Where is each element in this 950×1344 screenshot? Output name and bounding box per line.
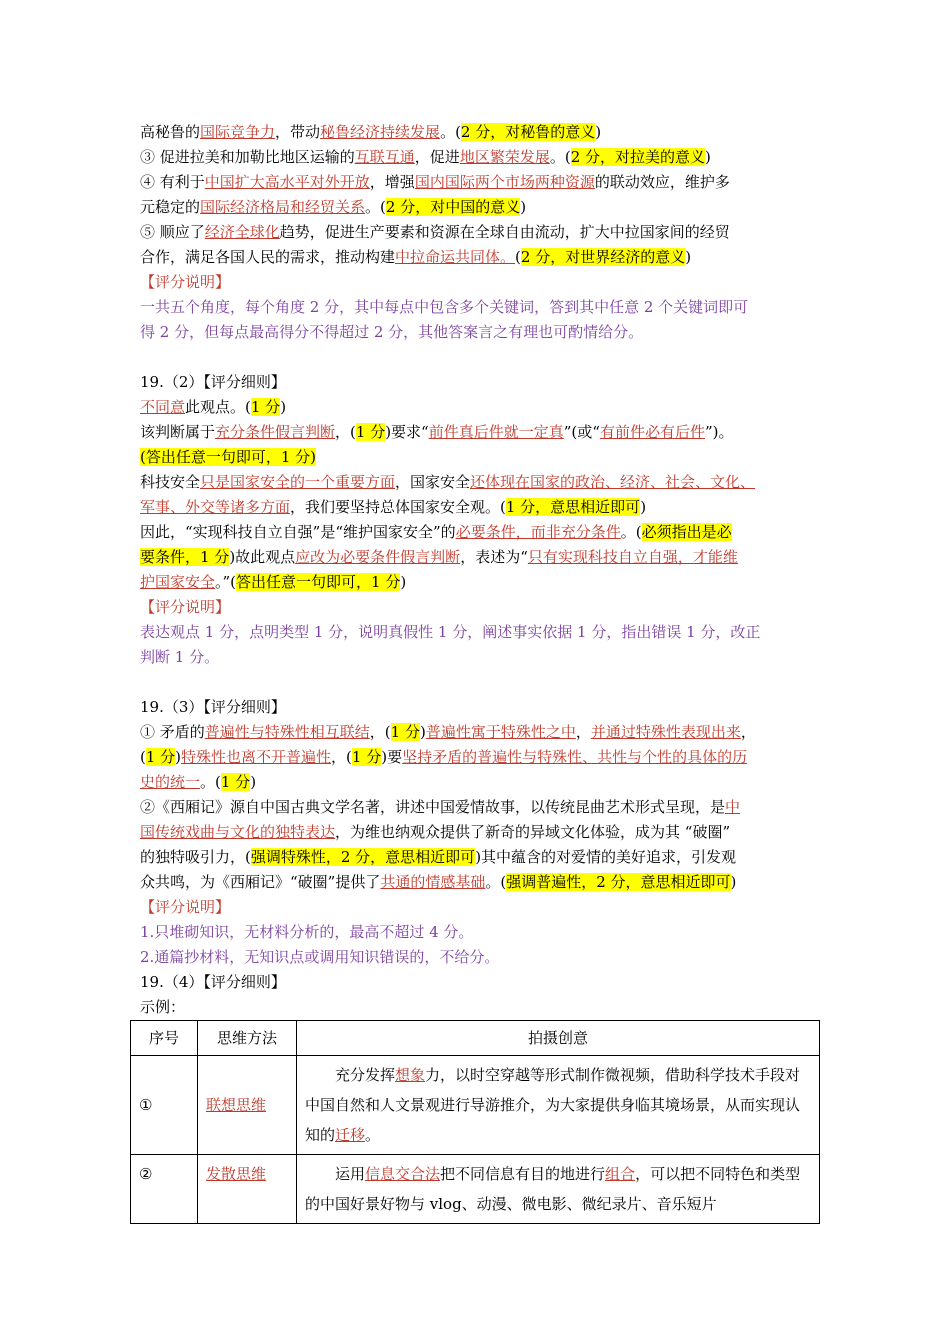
scoring-note-text: 2.通篇抄材料，无知识点或调用知识错误的，不给分。: [140, 948, 500, 966]
answer-line: ④ 有利于中国扩大高水平对外开放，增强国内国际两个市场两种资源的联动效应，维护多: [140, 173, 730, 191]
example-label: 示例：: [140, 998, 186, 1016]
answer-line: (答出任意一句即可，1 分): [140, 448, 317, 466]
thinking-method: 联想思维: [198, 1056, 297, 1155]
answer-line: 元稳定的国际经济格局和经贸关系。(2 分，对中国的意义): [140, 198, 527, 216]
shooting-idea: 充分发挥想象力，以时空穿越等形式制作微视频，借助科学技术手段对中国自然和人文景观进行导游推介，为大家提供身临其境场景，从而实现认知的迁移。: [297, 1056, 820, 1155]
scoring-note-text: 表达观点 1 分，点明类型 1 分，说明真假性 1 分，阐述事实依据 1 分，指出错误 1 分，改正: [140, 623, 761, 641]
answer-line: 高秘鲁的国际竞争力，带动秘鲁经济持续发展。(2 分，对秘鲁的意义): [140, 123, 602, 141]
scoring-note-title: 【评分说明】: [140, 898, 231, 916]
scoring-note-title: 【评分说明】: [140, 273, 231, 291]
answer-line: ① 矛盾的普遍性与特殊性相互联结，(1 分)普遍性寓于特殊性之中，并通过特殊性表现出来，: [140, 723, 756, 741]
scoring-note-text: 一共五个角度，每个角度 2 分，其中每点中包含多个关键词，答到其中任意 2 个关键词即可: [140, 298, 749, 316]
answer-line: 因此，“实现科技自立自强”是“维护国家安全”的必要条件，而非充分条件。(必须指出是必: [140, 523, 732, 541]
table-row: [131, 1056, 820, 1155]
scoring-note-text: 得 2 分，但每点最高得分不得超过 2 分，其他答案言之有理也可酌情给分。: [140, 323, 644, 341]
section-heading: 19.（2）【评分细则】: [140, 373, 286, 391]
scoring-note-text: 1.只堆砌知识，无材料分析的，最高不超过 4 分。: [140, 923, 474, 941]
section-heading: 19.（3）【评分细则】: [140, 698, 286, 716]
answer-line: (1 分)特殊性也离不开普遍性，(1 分)要坚持矛盾的普遍性与特殊性、共性与个性的具体的历: [140, 748, 748, 766]
answer-line: 众共鸣，为《西厢记》“破圈”提供了共通的情感基础。(强调普遍性，2 分，意思相近即可): [140, 873, 737, 891]
scoring-note-text: 判断 1 分。: [140, 648, 220, 666]
row-number: ②: [131, 1155, 198, 1224]
table-header: 思维方法: [198, 1021, 297, 1056]
answer-line: 科技安全只是国家安全的一个重要方面，国家安全还体现在国家的政治、经济、社会、文化、: [140, 473, 756, 491]
answer-line: 史的统一。(1 分): [140, 773, 257, 791]
answer-line: 要条件，1 分)故此观点应改为必要条件假言判断，表述为“只有实现科技自立自强，才能维: [140, 548, 738, 566]
answer-line: 不同意此观点。(1 分): [140, 398, 287, 416]
answer-line: ③ 促进拉美和加勒比地区运输的互联互通，促进地区繁荣发展。(2 分，对拉美的意义): [140, 148, 711, 166]
table-header: 拍摄创意: [297, 1021, 820, 1056]
table-header-row: [131, 1021, 820, 1056]
answer-line: 护国家安全。”(答出任意一句即可，1 分): [140, 573, 407, 591]
thinking-method: 发散思维: [198, 1155, 297, 1224]
shooting-idea: 运用信息交合法把不同信息有目的地进行组合，可以把不同特色和类型的中国好景好物与 vlog、动漫、微电影、微纪录片、音乐短片: [297, 1155, 820, 1224]
answer-line: 合作，满足各国人民的需求，推动构建中拉命运共同体。(2 分，对世界经济的意义): [140, 248, 692, 266]
answer-line: ②《西厢记》源自中国古典文学名著，讲述中国爱情故事，以传统昆曲艺术形式呈现，是中: [140, 798, 741, 816]
answer-line: 军事、外交等诸多方面，我们要坚持总体国家安全观。(1 分，意思相近即可): [140, 498, 647, 516]
answer-line: ⑤ 顺应了经济全球化趋势，促进生产要素和资源在全球自由流动，扩大中拉国家间的经贸: [140, 223, 730, 241]
section-heading: 19.（4）【评分细则】: [140, 973, 286, 991]
example-table: [130, 1020, 820, 1224]
answer-line: 该判断属于充分条件假言判断，(1 分)要求“前件真后件就一定真”(或“有前件必有后件”)。: [140, 423, 734, 441]
table-header: 序号: [131, 1021, 198, 1056]
scoring-note-title: 【评分说明】: [140, 598, 231, 616]
document-page: [140, 120, 820, 1224]
answer-line: 的独特吸引力，(强调特殊性，2 分，意思相近即可)其中蕴含的对爱情的美好追求，引发观: [140, 848, 737, 866]
table-row: [131, 1155, 820, 1224]
answer-line: 国传统戏曲与文化的独特表达，为维也纳观众提供了新奇的异域文化体验，成为其 “破圈”: [140, 823, 731, 841]
row-number: ①: [131, 1056, 198, 1155]
